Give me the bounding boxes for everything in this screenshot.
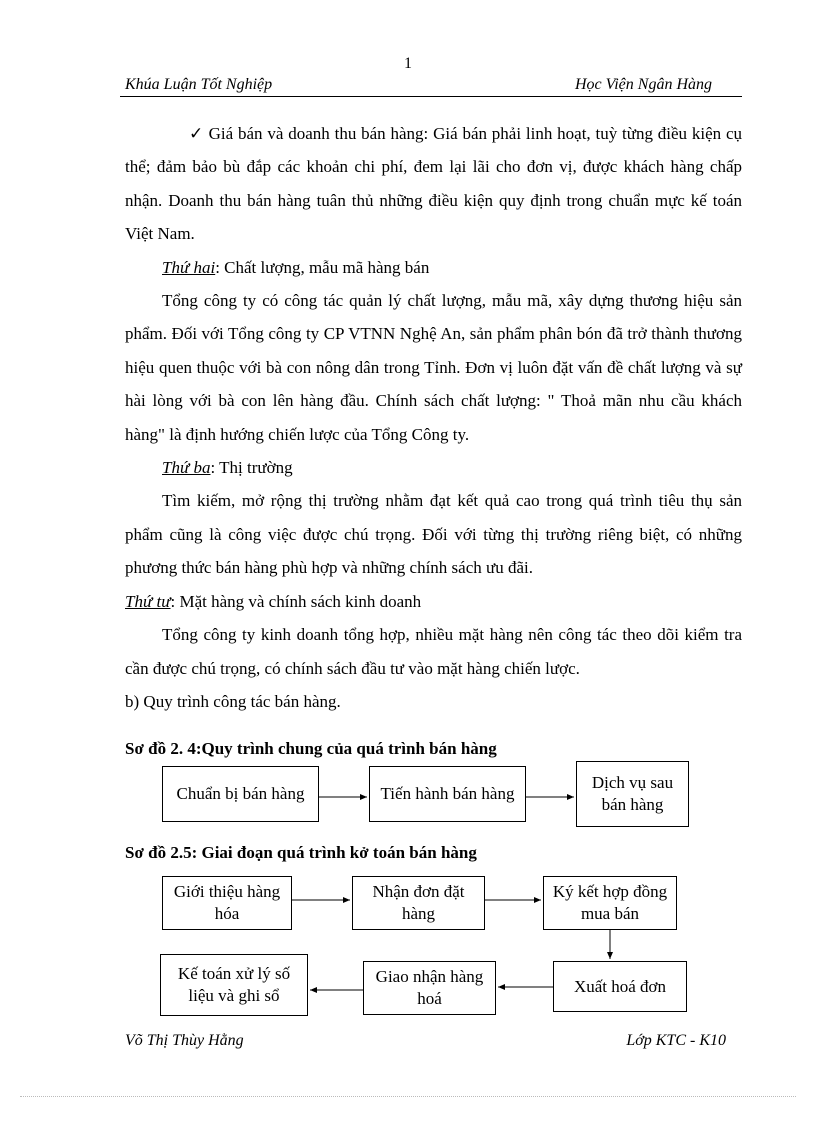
diagram1-caption: Sơ đồ 2. 4:Quy trình chung của quá trình bán hàng [125,739,497,758]
diagram1-box-execute: Tiến hành bán hàng [369,766,526,822]
heading-third-label: Thứ ba [162,458,211,478]
header-rule [120,96,742,97]
page-number: 1 [404,55,412,72]
diagram1-box-prepare: Chuẩn bị bán hàng [162,766,319,822]
heading-fourth-label: Thứ tư [125,591,171,611]
header-institution: Học Viện Ngân Hàng [574,76,712,93]
paragraph-market: Tìm kiếm, mở rộng thị trường nhằm đạt kết quả cao trong quá trình tiêu thụ sản phẩm cũng là công việc được chú trọng. Đối với từng thị trường riêng biệt, có những phương thức bán hàng phù hợp và những chính sách ưu đãi. [125,491,742,578]
heading-second: Thứ hai: Chất lượng, mẫu mã hàng bán [162,257,430,277]
diagram2-box-sign-contract: Ký kết hợp đồng mua bán [543,876,677,930]
diagram2-box-accounting: Kế toán xử lý số liệu và ghi sổ [160,954,308,1016]
heading-fourth: Thứ tư: Mặt hàng và chính sách kinh doanh [125,591,422,611]
diagram2-box-invoice: Xuất hoá đơn [553,961,687,1012]
diagram2-box-introduce: Giới thiệu hàng hóa [162,876,292,930]
paragraph-quality: Tổng công ty có công tác quản lý chất lượng, mẫu mã, xây dựng thương hiệu sản phẩm. Đối với Tổng công ty CP VTNN Nghệ An, sản phẩm phân bón đã trở thành thương hiệu quen thuộc với bà con nông dân trong Tỉnh. Đơn vị luôn đặt vấn đề chất lượng và sự hài lòng với bà con lên hàng đầu. Chính sách chất lượng: " Thoả mãn nhu cầu khách hàng" là định hướng chiến lược của Tổng Công ty. [125,291,742,444]
diagram1-box-after-sales: Dịch vụ sau bán hàng [576,761,689,827]
header-thesis-title: Khúa Luận Tốt Nghiệp [125,76,273,93]
heading-third: Thứ ba: Thị trường [162,458,293,478]
paragraph-sales-process: b) Quy trình công tác bán hàng. [125,691,341,711]
diagram2-box-receive-order: Nhận đơn đặt hàng [352,876,485,930]
footer-author: Võ Thị Thùy Hằng [125,1032,244,1049]
body-text [125,117,742,718]
paragraph-products: Tổng công ty kinh doanh tổng hợp, nhiều mặt hàng nên công tác theo dõi kiểm tra cần được chú trọng, có chính sách đầu tư vào mặt hàng chiến lược. [125,625,742,678]
heading-second-label: Thứ hai [162,257,216,277]
checkmark-icon: ✓ [189,124,204,143]
diagram2-caption: Sơ đồ 2.5: Giai đoạn quá trình kở toán bán hàng [125,843,477,862]
paragraph-price-revenue: ✓ Giá bán và doanh thu bán hàng: Giá bán phải linh hoạt, tuỳ từng điều kiện cụ thể; đảm bảo bù đắp các khoản chi phí, đem lại lãi cho đơn vị, được khách hàng chấp nhận. Doanh thu bán hàng tuân thủ những điều kiện quy định trong chuẩn mực kế toán Việt Nam. [125,124,742,244]
bottom-dotted-line [20,1096,796,1097]
footer-class: Lớp KTC - K10 [626,1032,726,1049]
diagram2-box-delivery: Giao nhận hàng hoá [363,961,496,1015]
